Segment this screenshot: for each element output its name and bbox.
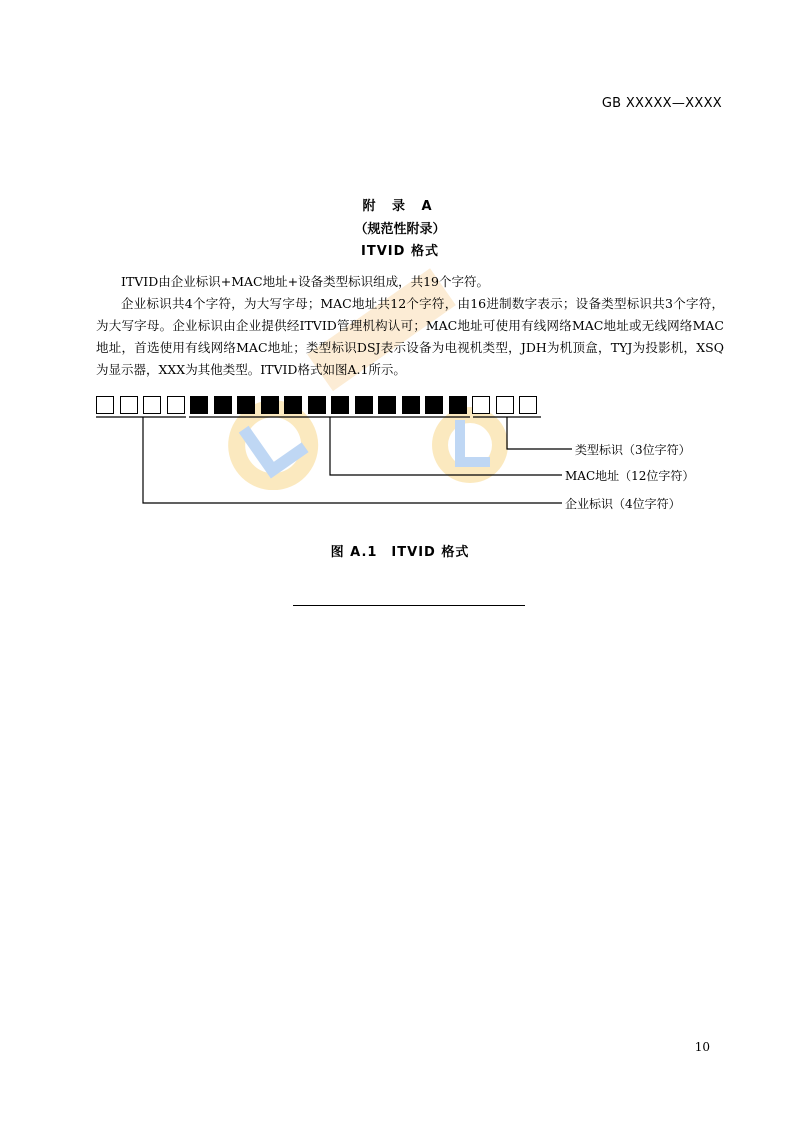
- end-rule: [293, 605, 525, 606]
- itvid-format-figure: [0, 390, 800, 520]
- standard-code: GB XXXXX—XXXX: [601, 96, 722, 111]
- page-number: 10: [694, 1040, 710, 1054]
- mac-label: MAC地址（12位字符）: [565, 469, 695, 483]
- body-text: [96, 271, 724, 381]
- annex-label: 附 录 A: [362, 199, 438, 214]
- mac-leader: [330, 417, 562, 475]
- annex-title: ITVID 格式: [361, 244, 439, 259]
- body-paragraph: ITVID由企业标识+MAC地址+设备类型标识组成，共19个字符。: [121, 274, 490, 289]
- type-label: 类型标识（3位字符）: [575, 443, 691, 457]
- enterprise-leader: [143, 417, 562, 503]
- annex-type: （规范性附录）: [354, 222, 446, 237]
- type-leader: [507, 417, 572, 449]
- body-paragraph: 企业标识共4个字符，为大写字母；MAC地址共12个字符，由16进制数字表示；设备类型标识共3个字符，为大写字母。企业标识由企业提供经ITVID管理机构认可；MAC地址可使用有线网络MAC地址或无线网络MAC地址，首选使用有线网络MAC地址；类型标识DSJ表示设备为电视机类型，JDH为机顶盒，TYJ为投影机，XSQ为显示器，XXX为其他类型。ITVID格式如图A.1所示。: [96, 296, 724, 377]
- enterprise-label: 企业标识（4位字符）: [565, 497, 681, 511]
- figure-caption: 图 A.1 ITVID 格式: [330, 545, 470, 560]
